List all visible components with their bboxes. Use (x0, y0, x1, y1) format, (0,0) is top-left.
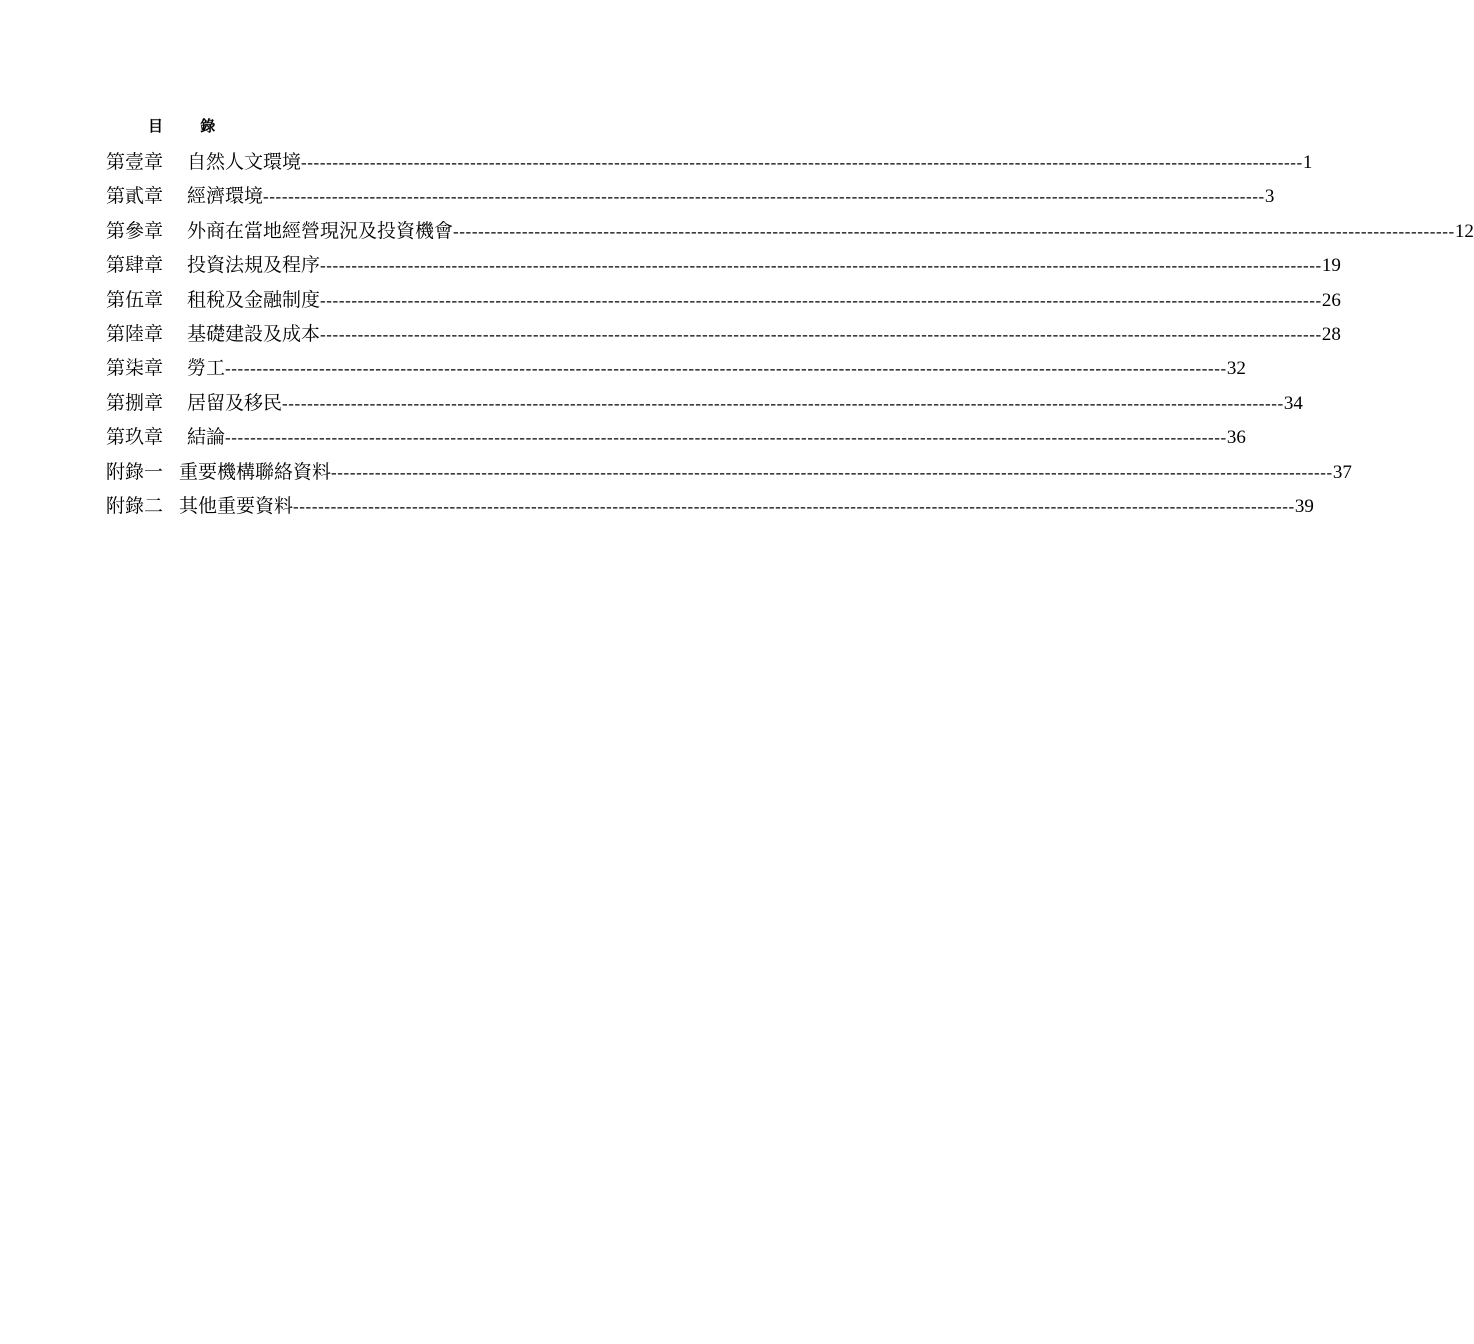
toc-appendix-label: 附錄一 (106, 460, 164, 483)
toc-page-number: 26 (1321, 289, 1341, 311)
toc-entry (106, 420, 1246, 454)
toc-chapter-label: 第參章 (106, 219, 164, 242)
toc-chapter-label: 第陸章 (106, 322, 164, 345)
toc-entry (106, 317, 1341, 351)
toc-appendix-label: 附錄二 (106, 494, 164, 517)
toc-page-number: 34 (1283, 392, 1303, 414)
toc-entry (106, 248, 1341, 282)
toc-page-number: 12 (1454, 220, 1474, 242)
toc-entry-title: 重要機構聯絡資料 (179, 460, 332, 483)
toc-entry-title: 其他重要資料 (179, 494, 294, 517)
toc-chapter-label: 第壹章 (106, 151, 164, 173)
toc-leader: ---------------------------------------------------------------------------------------------------------------------------------------------------------------- (263, 187, 1265, 207)
toc-entry-title: 租稅及金融制度 (187, 288, 321, 311)
toc-entry-title: 結論 (187, 426, 226, 449)
toc-page-number: 32 (1226, 358, 1246, 380)
toc-page-number: 36 (1226, 427, 1246, 449)
toc-entry-title: 居留及移民 (187, 391, 283, 414)
toc-entry (106, 455, 1352, 489)
toc-entry-title: 外商在當地經營現況及投資機會 (187, 219, 454, 242)
toc-chapter-label: 第貳章 (106, 185, 164, 208)
toc-page-number: 39 (1294, 495, 1314, 517)
toc-entry (106, 351, 1246, 385)
toc-leader: ---------------------------------------------------------------------------------------------------------------------------------------------------------------- (320, 324, 1322, 344)
toc-entry (106, 489, 1314, 523)
toc-leader: ---------------------------------------------------------------------------------------------------------------------------------------------------------------- (453, 221, 1455, 241)
toc-chapter-label: 第肆章 (106, 254, 164, 277)
toc-leader: ---------------------------------------------------------------------------------------------------------------------------------------------------------------- (225, 359, 1227, 379)
toc-leader: ---------------------------------------------------------------------------------------------------------------------------------------------------------------- (225, 428, 1227, 448)
toc-title: 目 錄 (148, 117, 232, 135)
toc-chapter-label: 第玖章 (106, 426, 164, 449)
toc-page-number: 19 (1321, 255, 1341, 277)
toc-entry-title: 自然人文環境 (187, 151, 302, 173)
toc-leader: ---------------------------------------------------------------------------------------------------------------------------------------------------------------- (282, 393, 1284, 413)
toc-chapter-label: 第柒章 (106, 357, 164, 380)
toc-leader: ---------------------------------------------------------------------------------------------------------------------------------------------------------------- (320, 290, 1322, 310)
toc-entry (106, 283, 1341, 317)
toc-entry-title: 勞工 (187, 357, 226, 380)
toc-entry-title: 經濟環境 (187, 185, 264, 208)
toc-entry (106, 179, 1275, 213)
toc-leader: ---------------------------------------------------------------------------------------------------------------------------------------------------------------- (331, 462, 1333, 482)
toc-chapter-label: 第伍章 (106, 288, 164, 311)
toc-entry-title: 基礎建設及成本 (187, 322, 321, 345)
toc-entry (106, 386, 1303, 420)
toc-leader: ---------------------------------------------------------------------------------------------------------------------------------------------------------------- (293, 496, 1295, 516)
toc-list (106, 145, 1474, 523)
toc-page-number: 1 (1302, 152, 1313, 173)
toc-page-number: 28 (1321, 323, 1341, 345)
toc-entry (106, 145, 1313, 179)
toc-leader: ---------------------------------------------------------------------------------------------------------------------------------------------------------------- (320, 256, 1322, 276)
toc-leader: ---------------------------------------------------------------------------------------------------------------------------------------------------------------- (301, 153, 1303, 172)
toc-page-number: 3 (1264, 186, 1275, 208)
toc-entry-title: 投資法規及程序 (187, 254, 321, 277)
toc-page-number: 37 (1332, 461, 1352, 483)
toc-entry (106, 214, 1474, 248)
toc-chapter-label: 第捌章 (106, 391, 164, 414)
